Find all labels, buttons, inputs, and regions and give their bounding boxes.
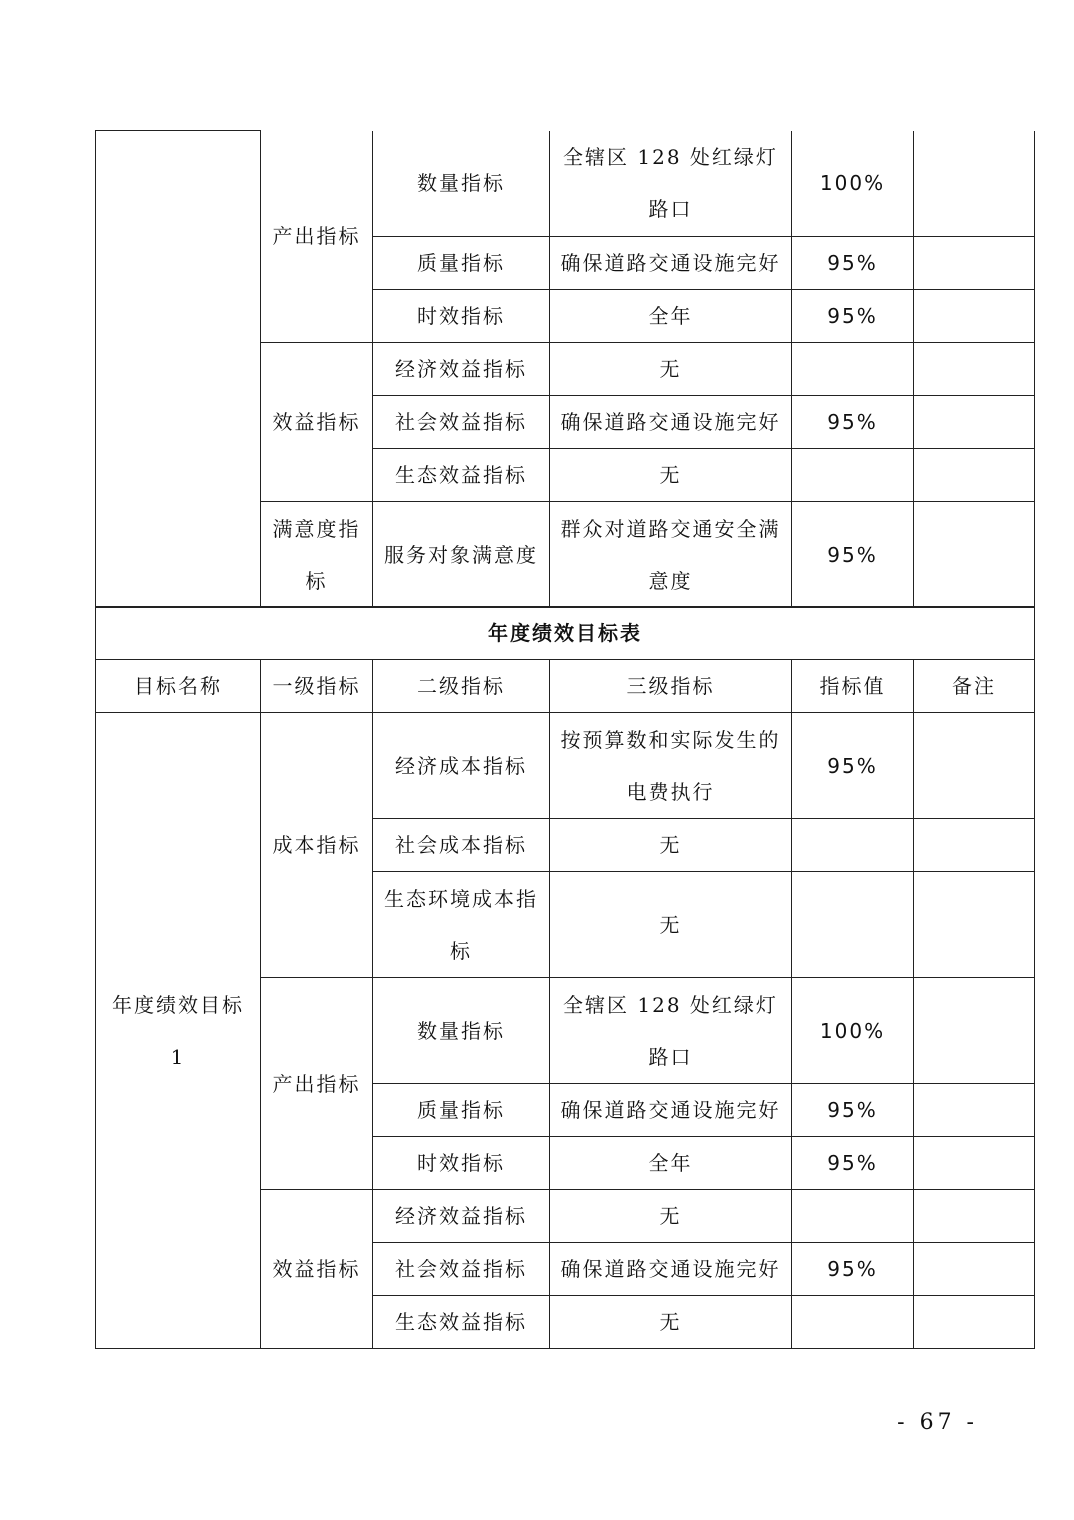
value-cell: 95% — [792, 396, 914, 449]
level2-cell: 质量指标 — [373, 1084, 550, 1137]
level2-cell: 质量指标 — [373, 237, 550, 290]
note-cell — [914, 449, 1035, 502]
level2-cell: 时效指标 — [373, 290, 550, 343]
note-cell — [914, 343, 1035, 396]
value-cell — [792, 872, 914, 978]
note-cell — [914, 1137, 1035, 1190]
target-name-cell: 年度绩效目标 1 — [96, 713, 261, 1349]
level2-cell: 社会成本指标 — [373, 819, 550, 872]
table-row — [96, 131, 1035, 237]
level1-cell: 成本指标 — [261, 713, 373, 978]
level2-cell: 社会效益指标 — [373, 396, 550, 449]
value-cell: 95% — [792, 1243, 914, 1296]
level3-cell: 确保道路交通设施完好 — [550, 1243, 792, 1296]
value-cell: 95% — [792, 290, 914, 343]
header-level2: 二级指标 — [373, 660, 550, 713]
level1-cell: 产出指标 — [261, 978, 373, 1190]
target-name-cell-continued — [96, 131, 261, 608]
note-cell — [914, 1084, 1035, 1137]
level1-cell: 满意度指标 — [261, 502, 373, 608]
level2-cell: 经济成本指标 — [373, 713, 550, 819]
header-value: 指标值 — [792, 660, 914, 713]
note-cell — [914, 713, 1035, 819]
level2-cell: 经济效益指标 — [373, 343, 550, 396]
note-cell — [914, 1296, 1035, 1349]
level2-cell: 时效指标 — [373, 1137, 550, 1190]
header-note: 备注 — [914, 660, 1035, 713]
level2-cell: 生态环境成本指标 — [373, 872, 550, 978]
level2-cell: 服务对象满意度 — [373, 502, 550, 608]
level1-cell: 产出指标 — [261, 131, 373, 343]
table-row — [96, 713, 1035, 819]
page-number: - 67 - — [897, 1410, 978, 1435]
note-cell — [914, 290, 1035, 343]
header-row — [96, 660, 1035, 713]
level2-cell: 生态效益指标 — [373, 449, 550, 502]
value-cell — [792, 1296, 914, 1349]
value-cell: 100% — [792, 978, 914, 1084]
level3-cell: 全年 — [550, 290, 792, 343]
value-cell: 95% — [792, 713, 914, 819]
performance-target-table — [95, 130, 1035, 608]
value-cell: 95% — [792, 1137, 914, 1190]
note-cell — [914, 1243, 1035, 1296]
level3-cell: 群众对道路交通安全满意度 — [550, 502, 792, 608]
note-cell — [914, 237, 1035, 290]
level3-cell: 全辖区 128 处红绿灯路口 — [550, 131, 792, 237]
level3-cell: 无 — [550, 1190, 792, 1243]
value-cell — [792, 819, 914, 872]
table-row — [96, 607, 1035, 660]
level3-cell: 无 — [550, 872, 792, 978]
level3-cell: 确保道路交通设施完好 — [550, 396, 792, 449]
value-cell — [792, 1190, 914, 1243]
note-cell — [914, 872, 1035, 978]
level1-cell: 效益指标 — [261, 343, 373, 502]
note-cell — [914, 1190, 1035, 1243]
header-level1: 一级指标 — [261, 660, 373, 713]
value-cell: 95% — [792, 1084, 914, 1137]
note-cell — [914, 819, 1035, 872]
note-cell — [914, 502, 1035, 608]
level2-cell: 社会效益指标 — [373, 1243, 550, 1296]
level3-cell: 无 — [550, 819, 792, 872]
level3-cell: 无 — [550, 1296, 792, 1349]
level2-cell: 数量指标 — [373, 131, 550, 237]
value-cell: 100% — [792, 131, 914, 237]
note-cell — [914, 978, 1035, 1084]
level3-cell: 无 — [550, 449, 792, 502]
note-cell — [914, 131, 1035, 237]
annual-performance-target-table — [95, 606, 1035, 1349]
level3-cell: 无 — [550, 343, 792, 396]
section-title: 年度绩效目标表 — [96, 607, 1035, 660]
level2-cell: 经济效益指标 — [373, 1190, 550, 1243]
value-cell: 95% — [792, 502, 914, 608]
level2-cell: 数量指标 — [373, 978, 550, 1084]
level3-cell: 确保道路交通设施完好 — [550, 1084, 792, 1137]
level3-cell: 全年 — [550, 1137, 792, 1190]
value-cell — [792, 343, 914, 396]
level2-cell: 生态效益指标 — [373, 1296, 550, 1349]
value-cell: 95% — [792, 237, 914, 290]
header-level3: 三级指标 — [550, 660, 792, 713]
note-cell — [914, 396, 1035, 449]
level1-cell: 效益指标 — [261, 1190, 373, 1349]
level3-cell: 按预算数和实际发生的电费执行 — [550, 713, 792, 819]
level3-cell: 全辖区 128 处红绿灯路口 — [550, 978, 792, 1084]
level3-cell: 确保道路交通设施完好 — [550, 237, 792, 290]
header-target-name: 目标名称 — [96, 660, 261, 713]
value-cell — [792, 449, 914, 502]
